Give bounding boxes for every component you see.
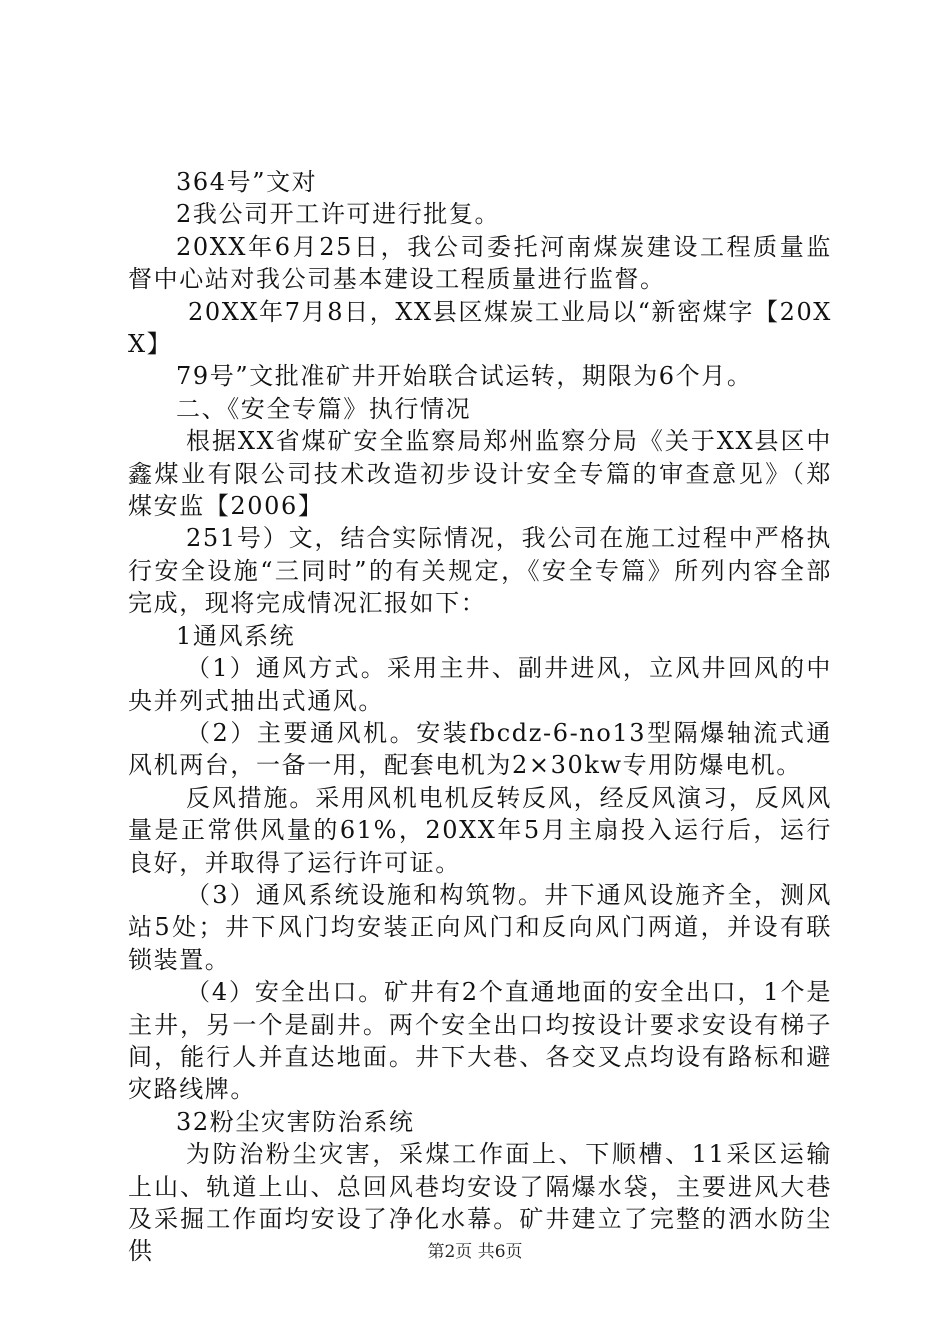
- paragraph: 为防治粉尘灾害，采煤工作面上、下顺槽、11采区运输上山、轨道上山、总回风巷均安设了隔爆水袋，主要进风大巷及采掘工作面均安设了净化水幕。矿井建立了完整的洒水防尘供: [128, 1140, 832, 1266]
- paragraph: （2）主要通风机。安装fbcdz-6-no13型隔爆轴流式通风机两台，一备一用，配套电机为2×30kw专用防爆电机。: [128, 718, 832, 780]
- paragraph: （3）通风系统设施和构筑物。井下通风设施齐全，测风站5处；井下风门均安装正向风门和反向风门两道，并设有联锁装置。: [128, 880, 832, 974]
- subsection-heading: 32粉尘灾害防治系统: [176, 1107, 415, 1136]
- paragraph: 20XX年7月8日，XX县区煤炭工业局以“新密煤字【20XX】: [128, 297, 832, 359]
- paragraph: 根据XX省煤矿安全监察局郑州监察分局《关于XX县区中鑫煤业有限公司技术改造初步设计安全专篇的审查意见》（郑煤安监【2006】: [128, 427, 832, 521]
- subsection-heading: 1通风系统: [176, 621, 296, 650]
- paragraph: 364号”文对: [176, 168, 318, 196]
- paragraph: 20XX年6月25日，我公司委托河南煤炭建设工程质量监督中心站对我公司基本建设工程质量进行监督。: [128, 232, 832, 294]
- paragraph: 251号）文，结合实际情况，我公司在施工过程中严格执行安全设施“三同时”的有关规定，《安全专篇》所列内容全部完成，现将完成情况汇报如下：: [128, 524, 832, 618]
- paragraph: 2我公司开工许可进行批复。: [176, 200, 501, 229]
- paragraph: 79号”文批准矿井开始联合试运转，期限为6个月。: [176, 362, 753, 391]
- paragraph: （1）通风方式。采用主井、副井进风，立风井回风的中央并列式抽出式通风。: [128, 654, 832, 715]
- page-footer: 第2页 共6页: [427, 1242, 523, 1262]
- document-body: [128, 166, 832, 1268]
- section-heading: 二、《安全专篇》执行情况: [176, 394, 472, 423]
- paragraph: （4）安全出口。矿井有2个直通地面的安全出口，1个是主井，另一个是副井。两个安全出口均按设计要求安设有梯子间，能行人并直达地面。井下大巷、各交叉点均设有路标和避灾路线牌。: [128, 978, 832, 1104]
- paragraph: 反风措施。采用风机电机反转反风，经反风演习，反风风量是正常供风量的61%，20XX年5月主扇投入运行后，运行良好，并取得了运行许可证。: [128, 783, 832, 877]
